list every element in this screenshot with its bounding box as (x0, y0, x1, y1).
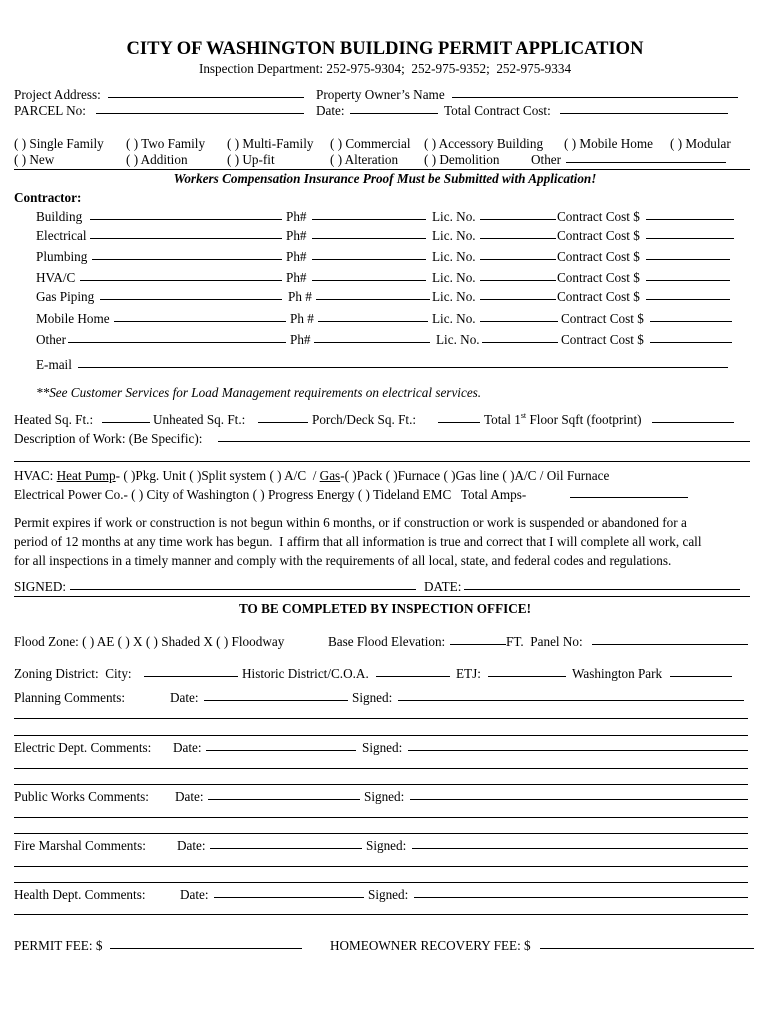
project-address-field[interactable] (108, 97, 304, 98)
phone-label: Ph# (286, 209, 307, 224)
comments-signed-field[interactable] (398, 700, 744, 701)
comments-date-field[interactable] (210, 848, 362, 849)
email-field[interactable] (78, 367, 728, 368)
comments-date-label: Date: (173, 740, 202, 755)
comments-signed-label: Signed: (352, 690, 393, 705)
comments-signed-field[interactable] (408, 750, 748, 751)
contract-cost-label: Contract Cost $ (557, 270, 640, 285)
contractor-name-field[interactable] (92, 259, 282, 260)
type-demolition[interactable]: ( ) Demolition (424, 152, 500, 167)
comments-date-label: Date: (175, 789, 204, 804)
comments-signed-label: Signed: (368, 887, 409, 902)
comments-line[interactable] (14, 735, 748, 736)
comments-date-label: Date: (177, 838, 206, 853)
contract-cost-field[interactable] (646, 299, 730, 300)
divider (14, 169, 750, 170)
zoning-city-field[interactable] (144, 676, 238, 677)
owner-name-label: Property Owner’s Name (316, 87, 445, 102)
contract-cost-label: Contract Cost $ (557, 228, 640, 243)
comments-label: Fire Marshal Comments: (14, 838, 146, 853)
comments-signed-label: Signed: (362, 740, 403, 755)
etj-field[interactable] (488, 676, 566, 677)
permit-text-line: for all inspections in a timely manner and comply with the requirements of all local, state, and federal codes and regulations. (14, 553, 672, 568)
comments-line[interactable] (14, 768, 748, 769)
contract-cost-field[interactable] (646, 238, 734, 239)
type-addition[interactable]: ( ) Addition (126, 152, 188, 167)
panel-label: FT. Panel No: (506, 634, 583, 649)
heated-sqft-label: Heated Sq. Ft.: (14, 412, 94, 427)
type-other-label: Other (531, 152, 562, 167)
license-label: Lic. No. (432, 249, 476, 264)
contract-cost-label: Contract Cost $ (561, 332, 644, 347)
comments-signed-field[interactable] (412, 848, 748, 849)
type-mobile-home[interactable]: ( ) Mobile Home (564, 136, 653, 151)
date-field[interactable] (350, 113, 438, 114)
comments-label: Public Works Comments: (14, 789, 149, 804)
license-field[interactable] (480, 238, 556, 239)
contract-cost-field[interactable] (646, 219, 734, 220)
contractor-type-label: Mobile Home (36, 311, 110, 326)
permit-fee-field[interactable] (110, 948, 302, 949)
phone-label: Ph# (286, 228, 307, 243)
license-label: Lic. No. (432, 209, 476, 224)
comments-line[interactable] (14, 914, 748, 915)
contractor-type-label: Gas Piping (36, 289, 95, 304)
phone-label: Ph # (288, 289, 312, 304)
comments-date-field[interactable] (206, 750, 356, 751)
permit-text-line: Permit expires if work or construction is not begun within 6 months, or if construction or work is suspended or abandoned for a (14, 515, 687, 530)
type-new[interactable]: ( ) New (14, 152, 55, 167)
electrical-power-line: Electrical Power Co.- ( ) City of Washington ( ) Progress Energy ( ) Tideland EMC Total Amps- (14, 487, 527, 502)
phone-label: Ph# (290, 332, 311, 347)
washington-park-field[interactable] (670, 676, 732, 677)
type-multi-family[interactable]: ( ) Multi-Family (227, 136, 314, 151)
project-address-label: Project Address: (14, 87, 101, 102)
license-label: Lic. No. (432, 228, 476, 243)
unheated-sqft-field[interactable] (258, 422, 308, 423)
porch-sqft-label: Porch/Deck Sq. Ft.: (312, 412, 417, 427)
contractor-name-field[interactable] (90, 219, 282, 220)
contract-cost-label: Contract Cost $ (557, 289, 640, 304)
parcel-field[interactable] (96, 113, 304, 114)
signature-date-label: DATE: (424, 579, 462, 594)
phone-field[interactable] (312, 280, 426, 281)
total-contract-field[interactable] (560, 113, 728, 114)
license-field[interactable] (482, 342, 558, 343)
type-other-field[interactable] (566, 162, 726, 163)
contractor-heading: Contractor: (14, 190, 82, 205)
homeowner-fee-label: HOMEOWNER RECOVERY FEE: $ (330, 938, 531, 953)
signed-label: SIGNED: (14, 579, 67, 594)
comments-line[interactable] (14, 866, 748, 867)
flood-zone-options[interactable]: Flood Zone: ( ) AE ( ) X ( ) Shaded X ( ) Floodway (14, 634, 285, 649)
signed-field[interactable] (70, 589, 416, 590)
phone-field[interactable] (316, 299, 430, 300)
phone-field[interactable] (312, 238, 426, 239)
comments-date-field[interactable] (214, 897, 364, 898)
phone-field[interactable] (312, 259, 426, 260)
washington-park-label: Washington Park (572, 666, 663, 681)
permit-text-line: period of 12 months at any time work has begun. I affirm that all information is true and correct that I will complete all work, call (14, 534, 702, 549)
contract-cost-field[interactable] (646, 259, 730, 260)
type-single-family[interactable]: ( ) Single Family (14, 136, 104, 151)
comments-signed-label: Signed: (366, 838, 407, 853)
phone-label: Ph# (286, 249, 307, 264)
phone-field[interactable] (318, 321, 428, 322)
description-label: Description of Work: (Be Specific): (14, 431, 203, 446)
comments-date-field[interactable] (208, 799, 360, 800)
type-accessory[interactable]: ( ) Accessory Building (424, 136, 544, 151)
porch-sqft-field[interactable] (438, 422, 480, 423)
etj-label: ETJ: (456, 666, 481, 681)
type-alteration[interactable]: ( ) Alteration (330, 152, 399, 167)
comments-line[interactable] (14, 817, 748, 818)
comments-label: Health Dept. Comments: (14, 887, 146, 902)
total-first-floor-label: Total 1st Floor Sqft (footprint) (484, 411, 642, 427)
license-field[interactable] (480, 280, 556, 281)
license-field[interactable] (480, 321, 558, 322)
license-label: Lic. No. (432, 289, 476, 304)
comments-date-label: Date: (170, 690, 199, 705)
divider (14, 596, 750, 597)
panel-field[interactable] (592, 644, 748, 645)
contract-cost-field[interactable] (650, 342, 732, 343)
zoning-city-label: Zoning District: City: (14, 666, 132, 681)
contractor-name-field[interactable] (100, 299, 282, 300)
phone-field[interactable] (312, 219, 426, 220)
type-upfit[interactable]: ( ) Up-fit (227, 152, 275, 167)
license-field[interactable] (480, 259, 556, 260)
contractor-type-label: Plumbing (36, 249, 88, 264)
type-commercial[interactable]: ( ) Commercial (330, 136, 411, 151)
historic-field[interactable] (376, 676, 450, 677)
contract-cost-label: Contract Cost $ (557, 249, 640, 264)
phone-field[interactable] (314, 342, 430, 343)
permit-fee-label: PERMIT FEE: $ (14, 938, 103, 953)
contractor-type-label: Electrical (36, 228, 87, 243)
license-label: Lic. No. (436, 332, 480, 347)
total-amps-field[interactable] (570, 497, 688, 498)
comments-signed-field[interactable] (414, 897, 748, 898)
comments-line[interactable] (14, 882, 748, 883)
type-modular[interactable]: ( ) Modular (670, 136, 731, 151)
date-label: Date: (316, 103, 345, 118)
type-two-family[interactable]: ( ) Two Family (126, 136, 206, 151)
historic-label: Historic District/C.O.A. (242, 666, 369, 681)
contractor-name-field[interactable] (80, 280, 282, 281)
license-label: Lic. No. (432, 311, 476, 326)
comments-date-label: Date: (180, 887, 209, 902)
base-flood-label: Base Flood Elevation: (328, 634, 446, 649)
contract-cost-label: Contract Cost $ (561, 311, 644, 326)
comments-signed-label: Signed: (364, 789, 405, 804)
contractor-name-field[interactable] (68, 342, 286, 343)
contractor-type-label: HVA/C (36, 270, 76, 285)
contractor-type-label: Building (36, 209, 83, 224)
comments-line[interactable] (14, 833, 748, 834)
workers-comp-notice: Workers Compensation Insurance Proof Must be Submitted with Application! (173, 171, 597, 186)
contractor-name-field[interactable] (114, 321, 286, 322)
owner-name-field[interactable] (452, 97, 738, 98)
unheated-sqft-label: Unheated Sq. Ft.: (153, 412, 246, 427)
contract-cost-field[interactable] (646, 280, 730, 281)
contractor-name-field[interactable] (90, 238, 282, 239)
comments-date-field[interactable] (204, 700, 348, 701)
signature-date-field[interactable] (464, 589, 740, 590)
total-contract-label: Total Contract Cost: (444, 103, 551, 118)
email-label: E-mail (36, 357, 72, 372)
comments-line[interactable] (14, 718, 748, 719)
homeowner-fee-field[interactable] (540, 948, 754, 949)
comments-label: Planning Comments: (14, 690, 125, 705)
phone-label: Ph# (286, 270, 307, 285)
heated-sqft-field[interactable] (102, 422, 150, 423)
license-label: Lic. No. (432, 270, 476, 285)
load-management-note: **See Customer Services for Load Management requirements on electrical services. (36, 385, 482, 400)
description-field-line-2[interactable] (14, 461, 750, 462)
contractor-type-label: Other (36, 332, 67, 347)
phone-label: Ph # (290, 311, 314, 326)
license-field[interactable] (480, 219, 556, 220)
base-flood-field[interactable] (450, 644, 506, 645)
comments-line[interactable] (14, 784, 748, 785)
comments-signed-field[interactable] (410, 799, 748, 800)
inspection-phones: Inspection Department: 252-975-9304; 252-975-9352; 252-975-9334 (198, 61, 572, 76)
parcel-label: PARCEL No: (14, 103, 86, 118)
comments-label: Electric Dept. Comments: (14, 740, 152, 755)
description-field[interactable] (218, 441, 750, 442)
page-title: CITY OF WASHINGTON BUILDING PERMIT APPLICATION (126, 39, 644, 59)
total-first-floor-field[interactable] (652, 422, 734, 423)
license-field[interactable] (480, 299, 556, 300)
contract-cost-label: Contract Cost $ (557, 209, 640, 224)
contract-cost-field[interactable] (650, 321, 732, 322)
hvac-line: HVAC: Heat Pump- ( )Pkg. Unit ( )Split system ( ) A/C / Gas-( )Pack ( )Furnace ( )Gas line ( )A/C / Oil Furnace (14, 468, 610, 483)
office-heading: TO BE COMPLETED BY INSPECTION OFFICE! (239, 601, 531, 616)
